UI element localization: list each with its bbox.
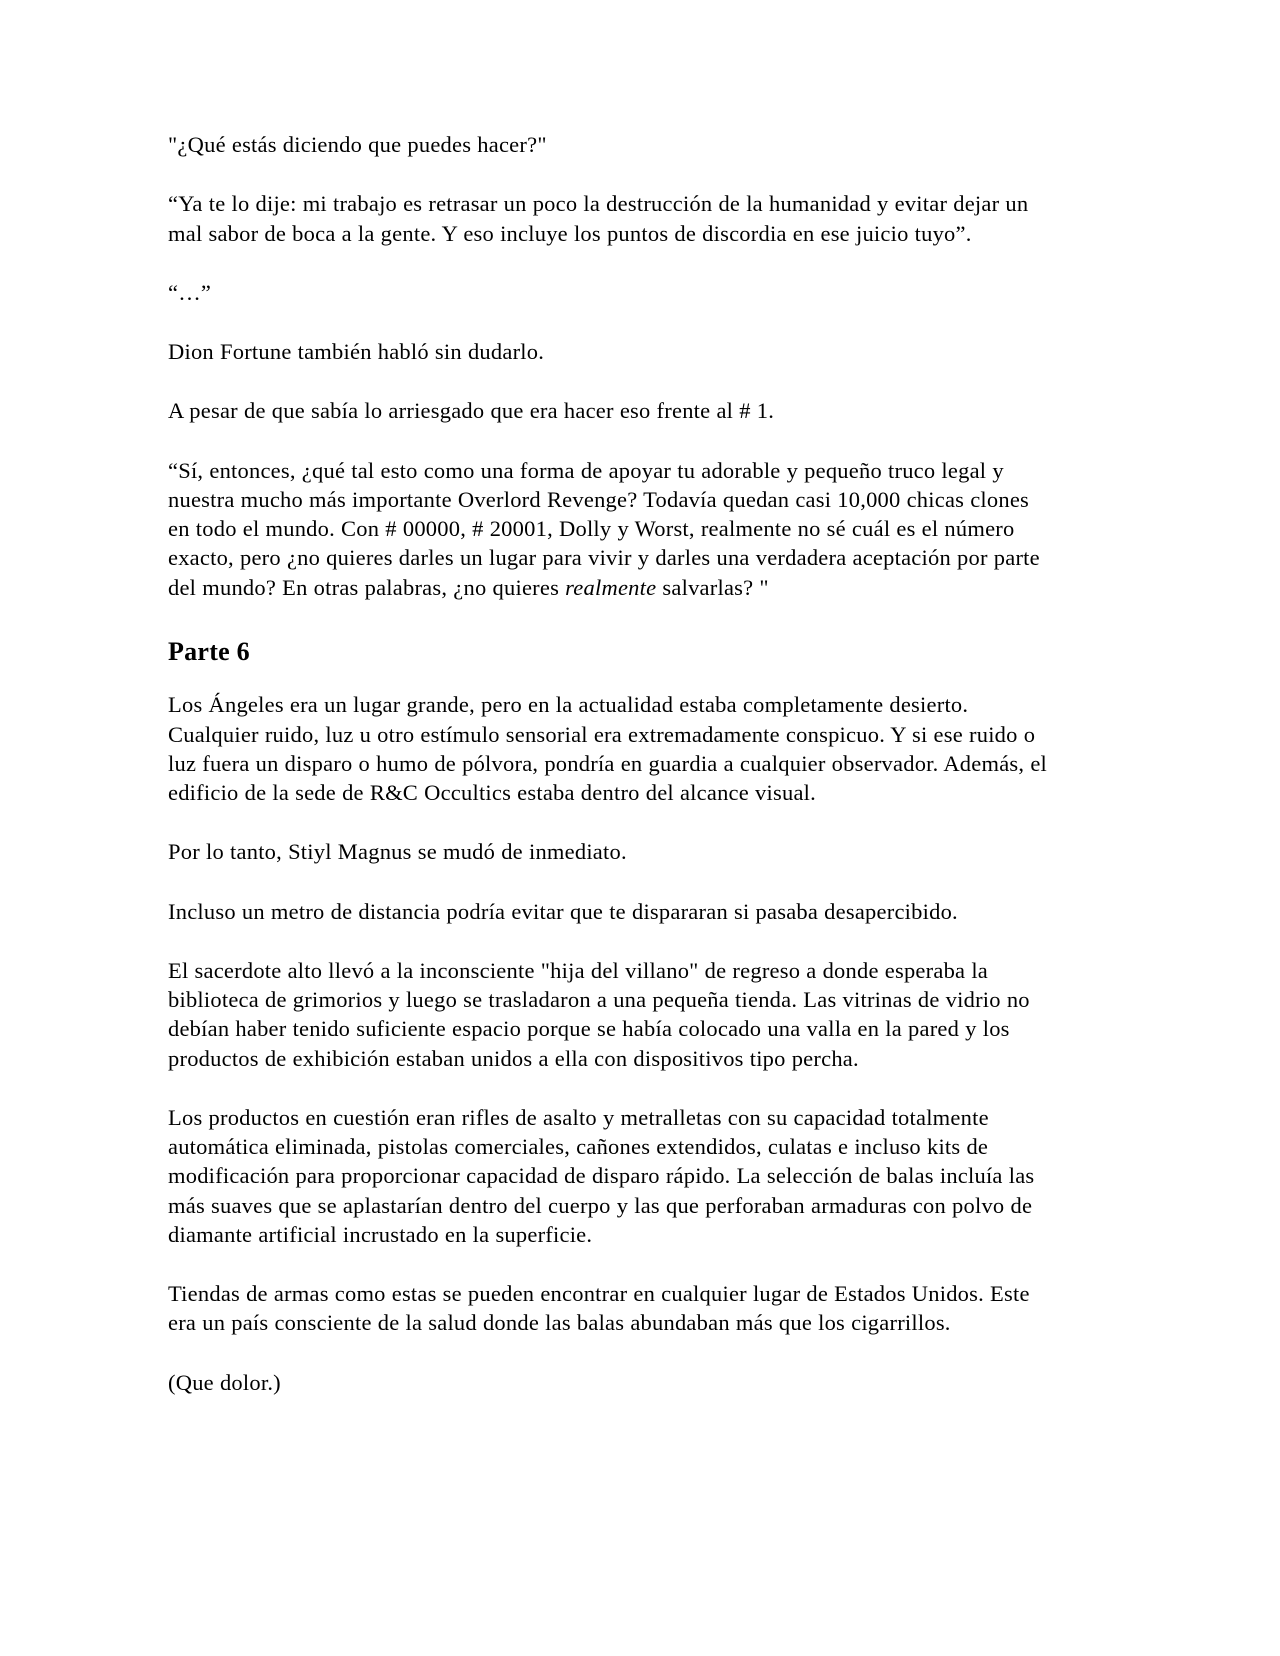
document-text-body — [168, 130, 1048, 1397]
paragraph-one-meter-distance: Incluso un metro de distancia podría evitar que te dispararan si pasaba desapercibido. — [168, 898, 958, 924]
paragraph-overlord-revenge-offer-text-before: “Sí, entonces, ¿qué tal esto como una forma de apoyar tu adorable y pequeño truco legal y nuestra mucho más importante Overlord Revenge? Todavía quedan casi 10,000 chicas clones en todo el mundo. Con # 00000, # 20001, Dolly y Worst, realmente no sé cuál es el número exacto, pero ¿no quieres darles un lugar para vivir y darles una verdadera aceptación por parte del mundo? En otras palabras, ¿no quieres — [168, 457, 1040, 600]
paragraph-what-a-pain: (Que dolor.) — [168, 1369, 281, 1395]
paragraph-question-what-can-you-do: "¿Qué estás diciendo que puedes hacer?" — [168, 132, 547, 157]
paragraph-stiyl-magnus-moved: Por lo tanto, Stiyl Magnus se mudó de inmediato. — [168, 839, 627, 865]
paragraph-already-told-you: “Ya te lo dije: mi trabajo es retrasar un poco la destrucción de la humanidad y evitar dejar un mal sabor de boca a la gente. Y eso incluye los puntos de discordia en ese juicio tuyo”. — [168, 191, 1029, 246]
paragraph-priest-carried-villains-daughter: El sacerdote alto llevó a la inconsciente "hija del villano" de regreso a donde esperaba la biblioteca de grimorios y luego se trasladaron a una pequeña tienda. Las vitrinas de vidrio no debían haber tenido suficiente espacio porque se había colocado una valla en la pared y los productos de exhibición estaban unidos a ella con dispositivos tipo percha. — [168, 957, 1030, 1071]
paragraph-ellipsis: “…” — [168, 279, 212, 305]
paragraph-dion-fortune: Dion Fortune también habló sin dudarlo. — [168, 339, 545, 364]
paragraph-los-angeles-deserted: Los Ángeles era un lugar grande, pero en la actualidad estaba completamente desierto. Cualquier ruido, luz u otro estímulo sensorial era extremadamente conspicuo. Y si ese ruido o luz fuera un disparo o humo de pólvora, pondría en guardia a cualquier observador. Además, el edificio de la sede de R&C Occultics estaba dentro del alcance visual. — [168, 692, 1048, 805]
paragraph-risky-in-front-of-number-one: A pesar de que sabía lo arriesgado que era hacer eso frente al # 1. — [168, 398, 775, 424]
paragraph-overlord-revenge-offer — [168, 456, 1048, 602]
paragraph-gun-shops-united-states: Tiendas de armas como estas se pueden encontrar en cualquier lugar de Estados Unidos. Este era un país consciente de la salud donde las balas abundaban más que los cigarrillos. — [168, 1281, 1030, 1336]
section-heading-parte-6: Parte 6 — [168, 636, 250, 666]
paragraph-overlord-revenge-offer-text-after: salvarlas? " — [656, 574, 769, 600]
emphasis-realmente: realmente — [565, 574, 657, 600]
paragraph-products-assault-rifles: Los productos en cuestión eran rifles de asalto y metralletas con su capacidad totalmente automática eliminada, pistolas comerciales, cañones extendidos, culatas e incluso kits de modificación para proporcionar capacidad de disparo rápido. La selección de balas incluía las más suaves que se aplastarían dentro del cuerpo y las que perforaban armaduras con polvo de diamante artificial incrustado en la superficie. — [168, 1104, 1035, 1247]
